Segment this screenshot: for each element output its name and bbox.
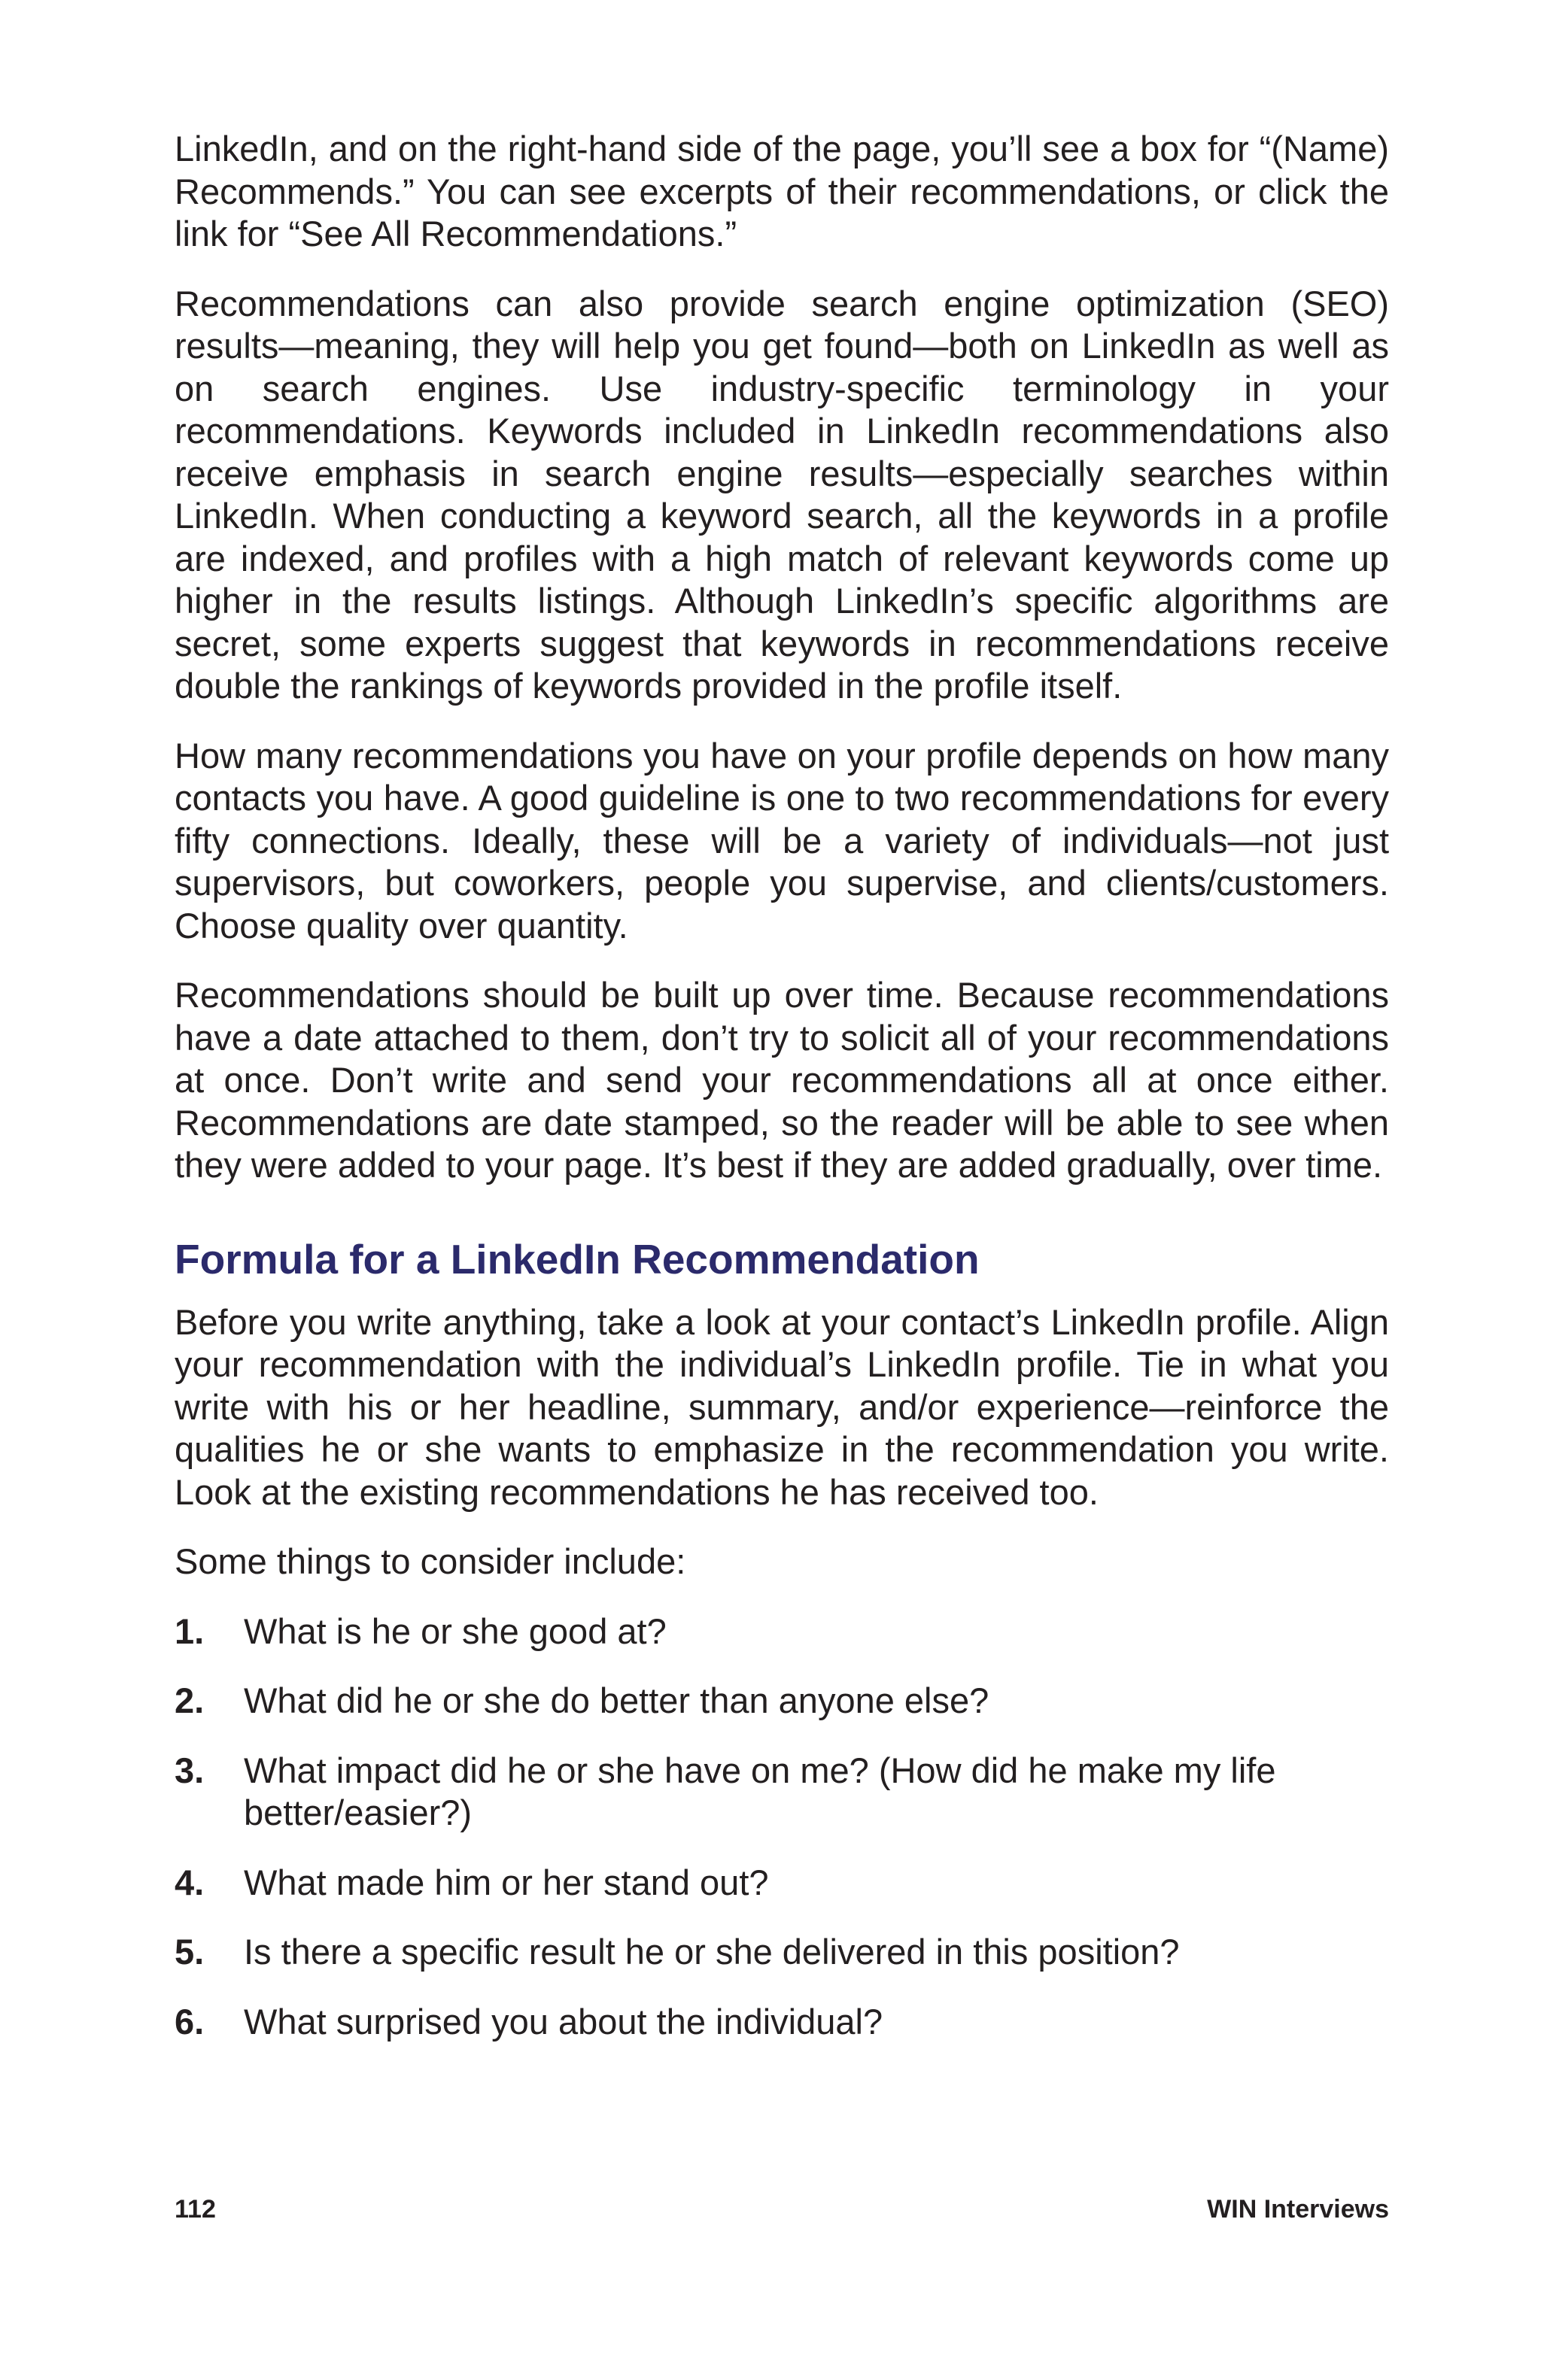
body-paragraph-1: LinkedIn, and on the right-hand side of the page, you’ll see a box for “(Name) Recommends.” You can see excerpts of their recommendations, or click the link for “See All Recommendations.”	[175, 129, 1389, 253]
considerations-list	[175, 1610, 1389, 2044]
body-paragraph-2: Recommendations can also provide search engine optimization (SEO) results—meaning, they will help you get found—both on LinkedIn as well as on search engines. Use industry-specific terminology in your recommendations. Keywords included in LinkedIn recommendations also receive emphasis in search engine results—especially searches within LinkedIn. When conducting a keyword search, all the keywords in a profile are indexed, and profiles with a high match of relevant keywords come up higher in the results listings. Although LinkedIn’s specific algorithms are secret, some experts suggest that keywords in recommendations receive double the rankings of keywords provided in the profile itself.	[175, 283, 1389, 706]
list-item-number: 2.	[175, 1680, 205, 1720]
list-item-text: What surprised you about the individual?	[244, 2001, 883, 2042]
page-number: 112	[175, 2195, 216, 2224]
list-item-text: What is he or she good at?	[244, 1610, 667, 1651]
page-content	[175, 128, 1389, 2070]
section-heading: Formula for a LinkedIn Recommendation	[175, 1235, 980, 1283]
list-item-text: Is there a specific result he or she delivered in this position?	[244, 1932, 1180, 1972]
list-item	[175, 1750, 1389, 1835]
body-paragraph-4: Recommendations should be built up over time. Because recommendations have a date attached to them, don’t try to solicit all of your recommendations at once. Don’t write and send your recommendations all at once either. Recommendations are date stamped, so the reader will be able to see when they were added to your page. It’s best if they are added gradually, over time.	[175, 975, 1389, 1185]
list-item-text: What impact did he or she have on me? (How did he make my life better/easier?)	[244, 1750, 1276, 1832]
list-item	[175, 1680, 1389, 1723]
list-item-number: 3.	[175, 1750, 205, 1790]
list-item	[175, 1610, 1389, 1653]
book-title: WIN Interviews	[1207, 2195, 1389, 2224]
list-item	[175, 1931, 1389, 1974]
list-item-number: 5.	[175, 1932, 205, 1972]
list-item	[175, 1862, 1389, 1905]
page-footer	[175, 2195, 1389, 2224]
section-paragraph: Before you write anything, take a look at your contact’s LinkedIn profile. Align your recommendation with the individual’s LinkedIn profile. Tie in what you write with his or her headline, summary, and/or experience—reinforce the qualities he or she wants to emphasize in the recommendation you write. Look at the existing recommendations he has received too.	[175, 1301, 1389, 1512]
list-intro: Some things to consider include:	[175, 1541, 686, 1581]
list-item-text: What made him or her stand out?	[244, 1862, 769, 1902]
list-item-text: What did he or she do better than anyone else?	[244, 1680, 989, 1720]
list-item	[175, 2001, 1389, 2044]
list-item-number: 4.	[175, 1862, 205, 1902]
list-item-number: 1.	[175, 1610, 205, 1651]
body-paragraph-3: How many recommendations you have on your profile depends on how many contacts you have. A good guideline is one to two recommendations for every fifty connections. Ideally, these will be a variety of individuals—not just supervisors, but coworkers, people you supervise, and clients/customers. Choose quality over quantity.	[175, 735, 1389, 946]
list-item-number: 6.	[175, 2001, 205, 2042]
